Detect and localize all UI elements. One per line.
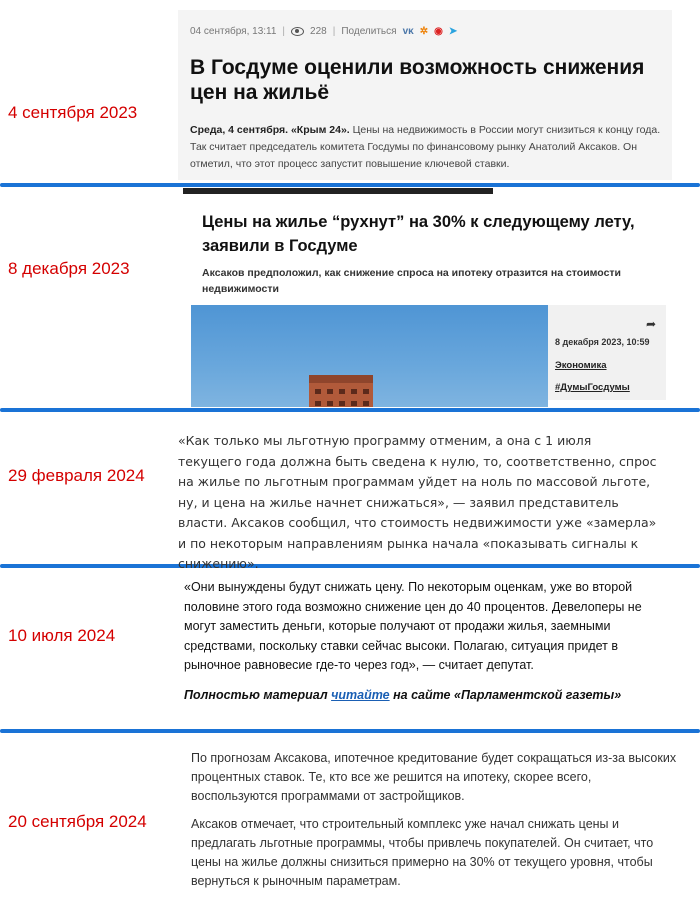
timeline-date-5: 20 сентября 2024: [8, 812, 147, 831]
quote-block-3: [178, 431, 658, 575]
lead-source: Среда, 4 сентября. «Крым 24».: [190, 124, 350, 136]
lead-text: Цены на недвижимость в России могут снизиться к концу года. Так считает председатель комитета Госдумы по финансовому рынку Анатолий Аксаков. Он отметил, что этот процесс запустит повышение ключевой ставки.: [190, 124, 661, 170]
yandex-icon[interactable]: ◉: [434, 26, 443, 37]
paragraph: Аксаков отмечает, что строительный комплекс уже начал снижать цены и предлагать льготные программы, чтобы привлечь покупателей. Он считает, что цены на жилье должны снизиться примерно на 30% от текущего уровня, чтобы вернуться к рыночным параметрам.: [191, 817, 654, 888]
share-icon[interactable]: ➦: [645, 317, 656, 331]
ok-icon[interactable]: ✲: [419, 26, 429, 37]
read-link[interactable]: читайте: [331, 688, 390, 702]
article-lead: [190, 122, 665, 173]
paragraph: По прогнозам Аксакова, ипотечное кредитование будет сокращаться из-за высоких процентных ставок. Те, кто все же решится на ипотеку, скорее всего, воспользуются программами от застройщиков.: [191, 751, 677, 803]
meta-separator: |: [282, 26, 286, 37]
article-photo: [191, 305, 548, 407]
article-sidebar: [548, 305, 666, 400]
paragraph: «Как только мы льготную программу отменим, а она с 1 июля текущего года должна быть сведена к нулю, то, соответственно, спрос на жилье по льготным программам уйдет на ноль по массовой льготе, ну, и цена на жилье начнет снижаться», — заявил представитель власти. Аксаков сообщил, что стоимость недвижимости уже «замерла» и по некоторым направлениям рынка начала «показывать сигналы к снижению».: [178, 433, 657, 571]
share-label: Поделиться: [341, 26, 397, 37]
article-meta: [190, 26, 457, 37]
article-title-2: Цены на жилье “рухнут” на 30% к следующему лету, заявили в Госдуме: [202, 213, 635, 255]
quote-block-4: [184, 578, 676, 676]
source-note: [184, 688, 621, 702]
article-date: 8 декабря 2023, 10:59: [555, 337, 650, 347]
timeline-date-2: 8 декабря 2023: [8, 259, 130, 278]
section-divider: [0, 183, 700, 187]
section-divider: [0, 408, 700, 412]
telegram-icon[interactable]: ➤: [448, 26, 458, 37]
vk-icon[interactable]: ᴠᴋ: [402, 26, 414, 37]
meta-separator: |: [332, 26, 336, 37]
text-block-5: [191, 749, 681, 900]
article-datetime: 04 сентября, 13:11: [190, 26, 277, 37]
timeline-date-4: 10 июля 2024: [8, 626, 116, 645]
source-suffix: на сайте «Парламентской газеты»: [389, 688, 622, 702]
article-card-1: [178, 10, 672, 180]
image-strip: [183, 188, 493, 194]
eye-icon: [291, 27, 304, 36]
source-prefix: Полностью материал: [184, 688, 332, 702]
view-count: 228: [310, 26, 327, 37]
article-title: В Госдуме оценили возможность снижения цен на жильё: [190, 56, 645, 104]
timeline-date-3: 29 февраля 2024: [8, 466, 145, 485]
section-divider: [0, 729, 700, 733]
building-illustration: [309, 375, 373, 407]
tag-link[interactable]: #ДумыГосдумы: [555, 382, 630, 393]
category-link[interactable]: Экономика: [555, 360, 607, 371]
article-subtitle-2: Аксаков предположил, как снижение спроса на ипотеку отразится на стоимости недвижимости: [202, 267, 622, 295]
paragraph: «Они вынуждены будут снижать цену. По некоторым оценкам, уже во второй половине этого года возможно снижение цен до 40 процентов. Девелоперы не могут заместить деньги, которые получают от продажи жилья, заемными средствами, поскольку ставки сейчас высоки. Полагаю, ситуация придет в рыночное равновесие где-то через год», — считает депутат.: [184, 580, 642, 672]
timeline-date-1: 4 сентября 2023: [8, 103, 138, 122]
